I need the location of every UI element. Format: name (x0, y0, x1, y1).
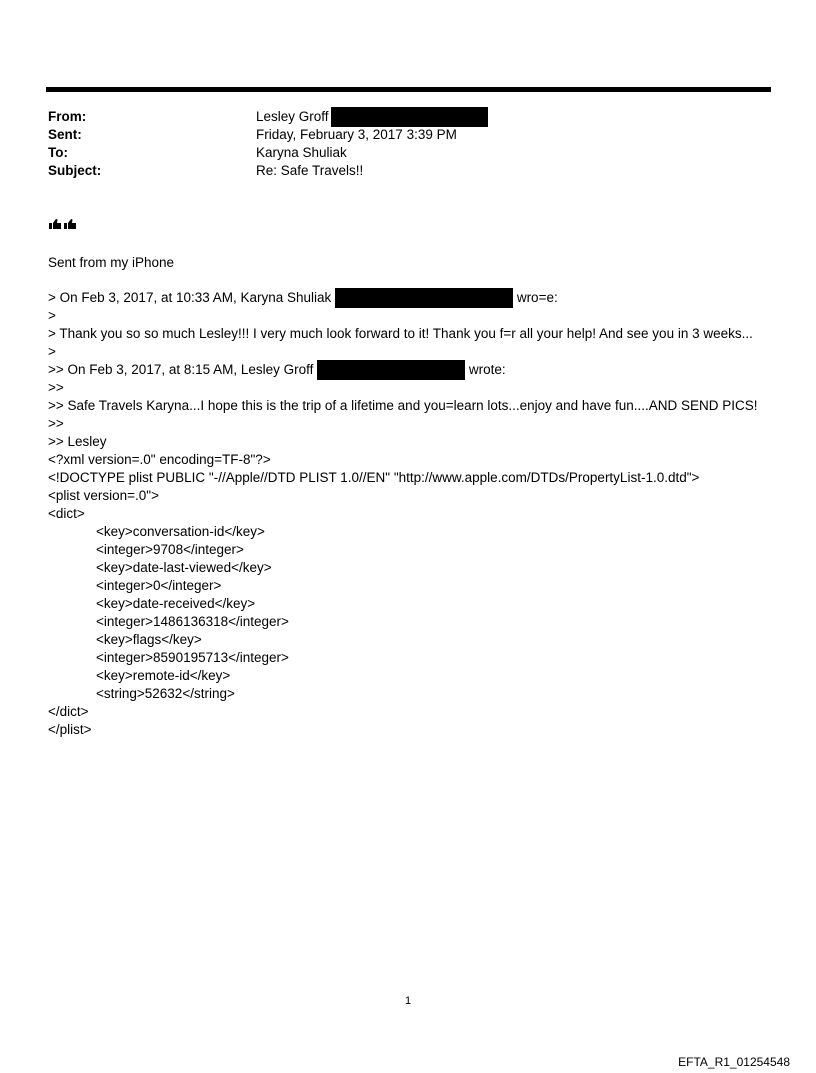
plist-line: </dict> (48, 704, 89, 719)
plist-line: <key>remote-id</key> (96, 668, 231, 683)
plist-line: <integer>8590195713</integer> (96, 650, 289, 665)
plist-line: <integer>0</integer> (96, 578, 222, 593)
quote-line (48, 361, 788, 379)
quote-text: >> On Feb 3, 2017, at 8:15 AM, Lesley Groff (48, 362, 318, 377)
email-header (48, 108, 748, 180)
redaction-box (331, 107, 488, 127)
plist-line: <?xml version=.0" encoding=TF-8"?> (48, 452, 271, 467)
plist-line: <key>conversation-id</key> (96, 524, 265, 539)
subject-row (48, 162, 748, 180)
from-name: Lesley Groff (256, 109, 329, 124)
to-label: To: (48, 145, 68, 160)
quote-line (48, 289, 788, 307)
plist-line: <key>date-received</key> (96, 596, 256, 611)
to-value: Karyna Shuliak (256, 145, 347, 160)
to-row (48, 144, 748, 162)
subject-label: Subject: (48, 163, 102, 178)
quote-line: >> Lesley (48, 434, 107, 449)
plist-line: <integer>9708</integer> (96, 542, 244, 557)
plist-line: <key>flags</key> (96, 632, 202, 647)
quote-text: wro=e: (513, 290, 558, 305)
redaction-box (335, 288, 513, 308)
from-value (256, 108, 488, 126)
quote-text: > On Feb 3, 2017, at 10:33 AM, Karyna Shuliak (48, 290, 336, 305)
plist-line: <dict> (48, 506, 85, 521)
quote-text: wrote: (465, 362, 506, 377)
plist-line: <!DOCTYPE plist PUBLIC "-//Apple//DTD PLIST 1.0//EN" "http://www.apple.com/DTDs/PropertyList-1.0.dtd"> (48, 470, 700, 485)
plist-line: <string>52632</string> (96, 686, 235, 701)
thumbs-up-emoji-icon (48, 218, 78, 230)
sent-label: Sent: (48, 127, 82, 142)
quote-line: > Thank you so so much Lesley!!! I very much look forward to it! Thank you f=r all your help! And see you in 3 weeks... (48, 326, 753, 341)
page-number: 1 (404, 995, 412, 1007)
quote-line: > (48, 308, 56, 323)
quote-line: >> Safe Travels Karyna...I hope this is the trip of a lifetime and you=learn lots...enjoy and have fun....AND SEND PICS! (48, 398, 758, 413)
quote-line: > (48, 344, 56, 359)
quote-line: >> (48, 380, 64, 395)
bates-number: EFTA_R1_01254548 (678, 1055, 790, 1069)
sent-row (48, 126, 748, 144)
plist-line: <integer>1486136318</integer> (96, 614, 289, 629)
thumbs-up-icon (48, 218, 78, 235)
plist-line: <key>date-last-viewed</key> (96, 560, 272, 575)
subject-value: Re: Safe Travels!! (256, 163, 364, 178)
message-body (48, 289, 788, 739)
plist-line: </plist> (48, 722, 92, 737)
from-label: From: (48, 109, 87, 124)
redaction-box (317, 360, 465, 380)
header-rule (46, 87, 771, 92)
sent-value: Friday, February 3, 2017 3:39 PM (256, 127, 457, 142)
quote-line: >> (48, 416, 64, 431)
sent-from-signature: Sent from my iPhone (48, 255, 175, 270)
from-row (48, 108, 748, 126)
plist-line: <plist version=.0"> (48, 488, 159, 503)
